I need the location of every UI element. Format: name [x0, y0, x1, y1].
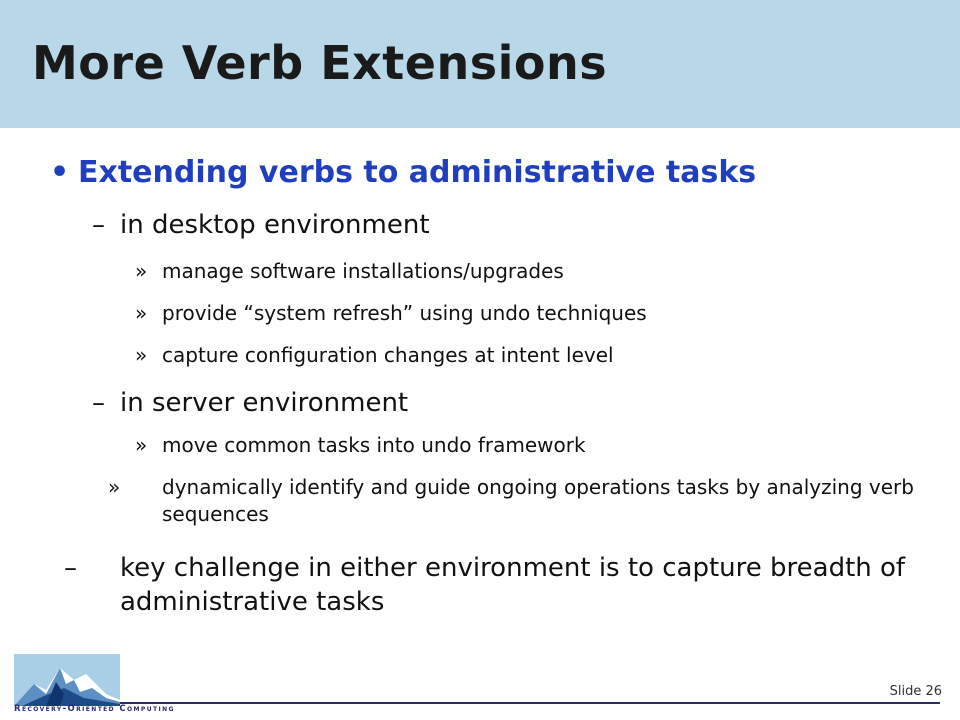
server-heading	[92, 386, 408, 420]
desktop-heading-text: in desktop environment	[120, 210, 430, 240]
sub-marker: »	[108, 475, 121, 499]
sub-marker: »	[135, 301, 148, 325]
slide-number: Slide 26	[889, 684, 942, 699]
desktop-item	[135, 342, 614, 369]
server-item-text: move common tasks into undo framework	[162, 433, 586, 457]
server-item-text: dynamically identify and guide ongoing operations tasks by analyzing verb sequences	[162, 475, 914, 526]
desktop-item-text: provide “system refresh” using undo techniques	[162, 301, 647, 325]
desktop-item-text: manage software installations/upgrades	[162, 259, 564, 283]
server-item	[135, 432, 586, 459]
desktop-item-text: capture configuration changes at intent level	[162, 343, 614, 367]
challenge-item	[64, 551, 910, 619]
main-bullet	[50, 155, 756, 190]
dash-marker: –	[64, 553, 77, 583]
sub-marker: »	[135, 343, 148, 367]
footer-divider	[120, 702, 940, 704]
desktop-item	[135, 258, 564, 285]
bullet-marker: •	[50, 155, 70, 190]
sub-marker: »	[135, 259, 148, 283]
dash-marker: –	[92, 210, 105, 240]
server-item	[108, 474, 942, 528]
logo-caption: Recovery-Oriented Computing	[14, 704, 175, 714]
desktop-item	[135, 300, 647, 327]
main-bullet-text: Extending verbs to administrative tasks	[78, 155, 757, 190]
slide-title: More Verb Extensions	[32, 36, 608, 90]
sub-marker: »	[135, 433, 148, 457]
dash-marker: –	[92, 388, 105, 418]
server-heading-text: in server environment	[120, 388, 409, 418]
desktop-heading	[92, 208, 430, 242]
roc-logo	[14, 654, 120, 706]
challenge-text: key challenge in either environment is to capture breadth of administrative tasks	[120, 553, 906, 617]
